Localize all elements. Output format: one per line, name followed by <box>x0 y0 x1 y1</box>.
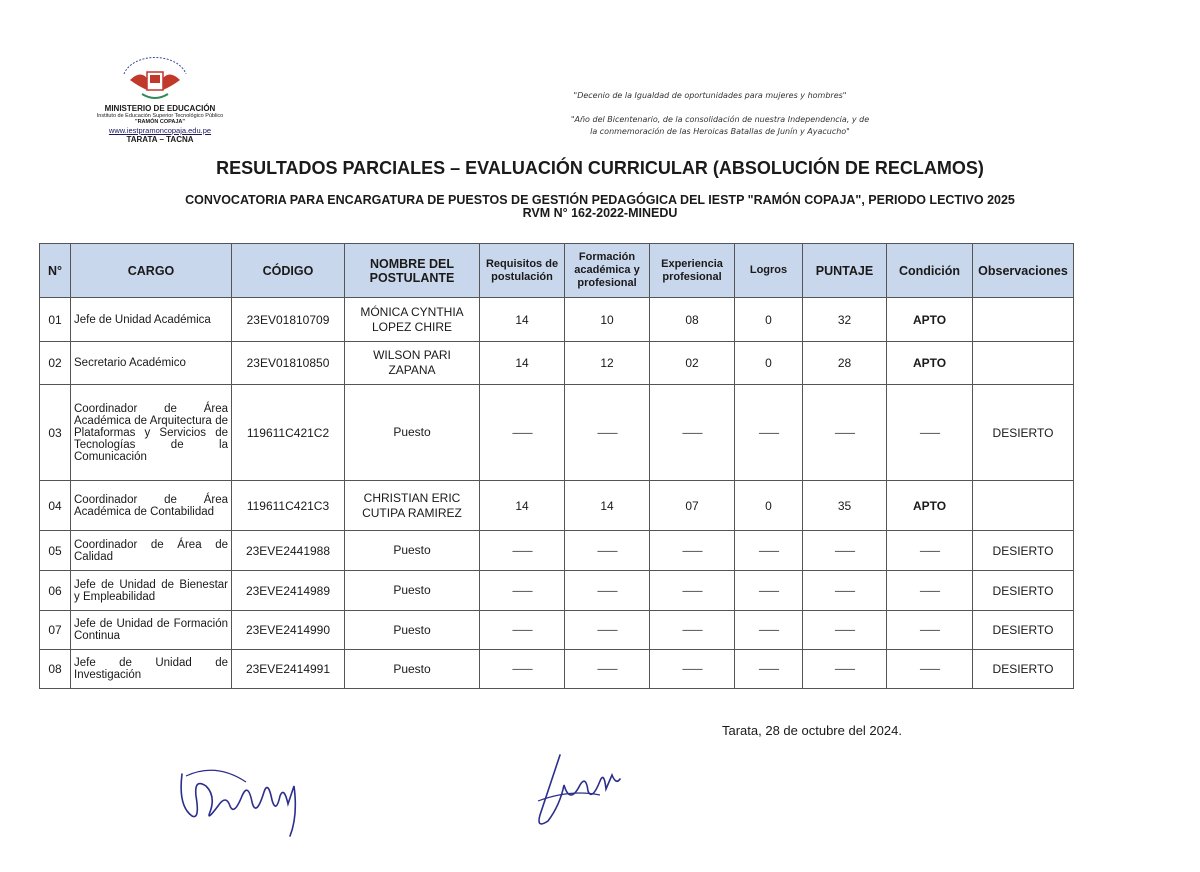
cell-formacion: ---------- <box>565 650 650 689</box>
document-subtitle <box>0 194 1200 220</box>
document-title: RESULTADOS PARCIALES – EVALUACIÓN CURRICULAR (ABSOLUCIÓN DE RECLAMOS) <box>216 158 984 178</box>
col-header-experiencia: Experiencia profesional <box>650 244 735 298</box>
cell-codigo: 119611C421C3 <box>232 481 345 531</box>
col-header-condicion: Condición <box>887 244 973 298</box>
cell-nombre: MÓNICA CYNTHIA LOPEZ CHIRE <box>345 298 480 342</box>
col-header-puntaje: PUNTAJE <box>803 244 887 298</box>
cell-experiencia: ---------- <box>650 611 735 650</box>
cell-observaciones: DESIERTO <box>973 385 1074 481</box>
cell-nombre: WILSON PARI ZAPANA <box>345 342 480 385</box>
cell-condicion: ---------- <box>887 650 973 689</box>
cell-puntaje: ---------- <box>803 385 887 481</box>
cell-codigo: 23EVE2441988 <box>232 531 345 571</box>
table-row <box>40 385 1074 481</box>
cell-number: 02 <box>40 342 71 385</box>
cell-experiencia: ---------- <box>650 385 735 481</box>
cell-observaciones: DESIERTO <box>973 611 1074 650</box>
cell-codigo: 23EV01810709 <box>232 298 345 342</box>
year-slogan <box>500 114 940 138</box>
cell-nombre: Puesto <box>345 650 480 689</box>
cell-formacion: 10 <box>565 298 650 342</box>
cell-logros: ---------- <box>735 571 803 611</box>
cell-puntaje: 35 <box>803 481 887 531</box>
table-row <box>40 531 1074 571</box>
institution-subtitle-2: "RAMÓN COPAJA" <box>134 119 186 125</box>
table-row <box>40 571 1074 611</box>
cell-cargo: Coordinador de Área de Calidad <box>71 531 232 571</box>
col-header-codigo: CÓDIGO <box>232 244 345 298</box>
cell-formacion: 12 <box>565 342 650 385</box>
cell-condicion: ---------- <box>887 531 973 571</box>
cell-cargo: Jefe de Unidad de Bienestar y Empleabilidad <box>71 571 232 611</box>
table-header-row <box>40 244 1074 298</box>
cell-number: 05 <box>40 531 71 571</box>
cell-experiencia: 02 <box>650 342 735 385</box>
cell-requisitos: ---------- <box>480 611 565 650</box>
cell-experiencia: 07 <box>650 481 735 531</box>
cell-requisitos: ---------- <box>480 531 565 571</box>
cell-logros: ---------- <box>735 385 803 481</box>
col-header-observaciones: Observaciones <box>973 244 1074 298</box>
cell-condicion: APTO <box>887 481 973 531</box>
cell-observaciones <box>973 298 1074 342</box>
col-header-number: N° <box>40 244 71 298</box>
cell-observaciones: DESIERTO <box>973 531 1074 571</box>
cell-experiencia: ---------- <box>650 571 735 611</box>
decade-slogan: "Decenio de la Igualdad de oportunidades para mujeres y hombres" <box>573 91 847 100</box>
cell-experiencia: ---------- <box>650 531 735 571</box>
year-slogan-line-1: "Año del Bicentenario, de la consolidación de nuestra Independencia, y de <box>570 115 870 124</box>
cell-condicion: ---------- <box>887 611 973 650</box>
cell-number: 06 <box>40 571 71 611</box>
year-slogan-line-2: la conmemoración de las Heroicas Batallas de Junín y Ayacucho" <box>590 127 850 136</box>
cell-requisitos: 14 <box>480 342 565 385</box>
cell-requisitos: ---------- <box>480 571 565 611</box>
cell-condicion: APTO <box>887 342 973 385</box>
cell-logros: 0 <box>735 298 803 342</box>
institution-city: TARATA – TACNA <box>126 135 194 144</box>
cell-nombre: Puesto <box>345 611 480 650</box>
signature-2 <box>530 745 630 835</box>
cell-cargo: Jefe de Unidad Académica <box>71 298 232 342</box>
subtitle-line-1: CONVOCATORIA PARA ENCARGATURA DE PUESTOS DE GESTIÓN PEDAGÓGICA DEL IESTP "RAMÓN COPAJA", PERIODO LECTIVO 2025 <box>185 193 1015 207</box>
cell-observaciones <box>973 342 1074 385</box>
table-row <box>40 481 1074 531</box>
cell-requisitos: 14 <box>480 298 565 342</box>
cell-requisitos: ---------- <box>480 650 565 689</box>
cell-cargo: Coordinador de Área Académica de Arquitectura de Plataformas y Servicios de Tecnologías de la Comunicación <box>71 385 232 481</box>
cell-puntaje: 28 <box>803 342 887 385</box>
cell-puntaje: ---------- <box>803 571 887 611</box>
cell-logros: ---------- <box>735 611 803 650</box>
cell-logros: 0 <box>735 481 803 531</box>
cell-observaciones <box>973 481 1074 531</box>
peru-coat-of-arms-logo <box>112 56 198 106</box>
cell-condicion: ---------- <box>887 571 973 611</box>
cell-codigo: 23EV01810850 <box>232 342 345 385</box>
cell-nombre: Puesto <box>345 571 480 611</box>
cell-logros: 0 <box>735 342 803 385</box>
cell-puntaje: ---------- <box>803 531 887 571</box>
results-table <box>39 243 1074 689</box>
cell-requisitos: ---------- <box>480 385 565 481</box>
cell-codigo: 23EVE2414991 <box>232 650 345 689</box>
cell-cargo: Coordinador de Área Académica de Contabilidad <box>71 481 232 531</box>
col-header-logros: Logros <box>735 244 803 298</box>
cell-puntaje: ---------- <box>803 611 887 650</box>
cell-puntaje: 32 <box>803 298 887 342</box>
cell-number: 08 <box>40 650 71 689</box>
cell-number: 04 <box>40 481 71 531</box>
cell-formacion: ---------- <box>565 611 650 650</box>
cell-experiencia: ---------- <box>650 650 735 689</box>
col-header-nombre: NOMBRE DEL POSTULANTE <box>345 244 480 298</box>
cell-formacion: ---------- <box>565 531 650 571</box>
cell-observaciones: DESIERTO <box>973 650 1074 689</box>
cell-nombre: CHRISTIAN ERIC CUTIPA RAMIREZ <box>345 481 480 531</box>
cell-codigo: 23EVE2414990 <box>232 611 345 650</box>
cell-number: 07 <box>40 611 71 650</box>
cell-experiencia: 08 <box>650 298 735 342</box>
cell-condicion: APTO <box>887 298 973 342</box>
table-row <box>40 611 1074 650</box>
cell-number: 01 <box>40 298 71 342</box>
institution-name: MINISTERIO DE EDUCACIÓN <box>104 104 216 113</box>
cell-requisitos: 14 <box>480 481 565 531</box>
signature-1 <box>176 756 306 840</box>
cell-nombre: Puesto <box>345 385 480 481</box>
col-header-cargo: CARGO <box>71 244 232 298</box>
col-header-formacion: Formación académica y profesional <box>565 244 650 298</box>
institution-website-link[interactable]: www.iestpramoncopaja.edu.pe <box>108 126 212 135</box>
cell-codigo: 23EVE2414989 <box>232 571 345 611</box>
cell-puntaje: ---------- <box>803 650 887 689</box>
cell-observaciones: DESIERTO <box>973 571 1074 611</box>
cell-formacion: 14 <box>565 481 650 531</box>
date-line: Tarata, 28 de octubre del 2024. <box>722 723 902 738</box>
cell-cargo: Jefe de Unidad de Formación Continua <box>71 611 232 650</box>
cell-number: 03 <box>40 385 71 481</box>
institution-subtitle: Instituto de Educación Superior Tecnológico Público <box>96 113 224 119</box>
cell-cargo: Secretario Académico <box>71 342 232 385</box>
table-row <box>40 342 1074 385</box>
col-header-requisitos: Requisitos de postulación <box>480 244 565 298</box>
cell-logros: ---------- <box>735 531 803 571</box>
table-row <box>40 298 1074 342</box>
cell-codigo: 119611C421C2 <box>232 385 345 481</box>
table-row <box>40 650 1074 689</box>
cell-cargo: Jefe de Unidad de Investigación <box>71 650 232 689</box>
cell-logros: ---------- <box>735 650 803 689</box>
cell-nombre: Puesto <box>345 531 480 571</box>
subtitle-line-2: RVM N° 162-2022-MINEDU <box>522 206 678 220</box>
cell-condicion: ---------- <box>887 385 973 481</box>
cell-formacion: ---------- <box>565 385 650 481</box>
cell-formacion: ---------- <box>565 571 650 611</box>
